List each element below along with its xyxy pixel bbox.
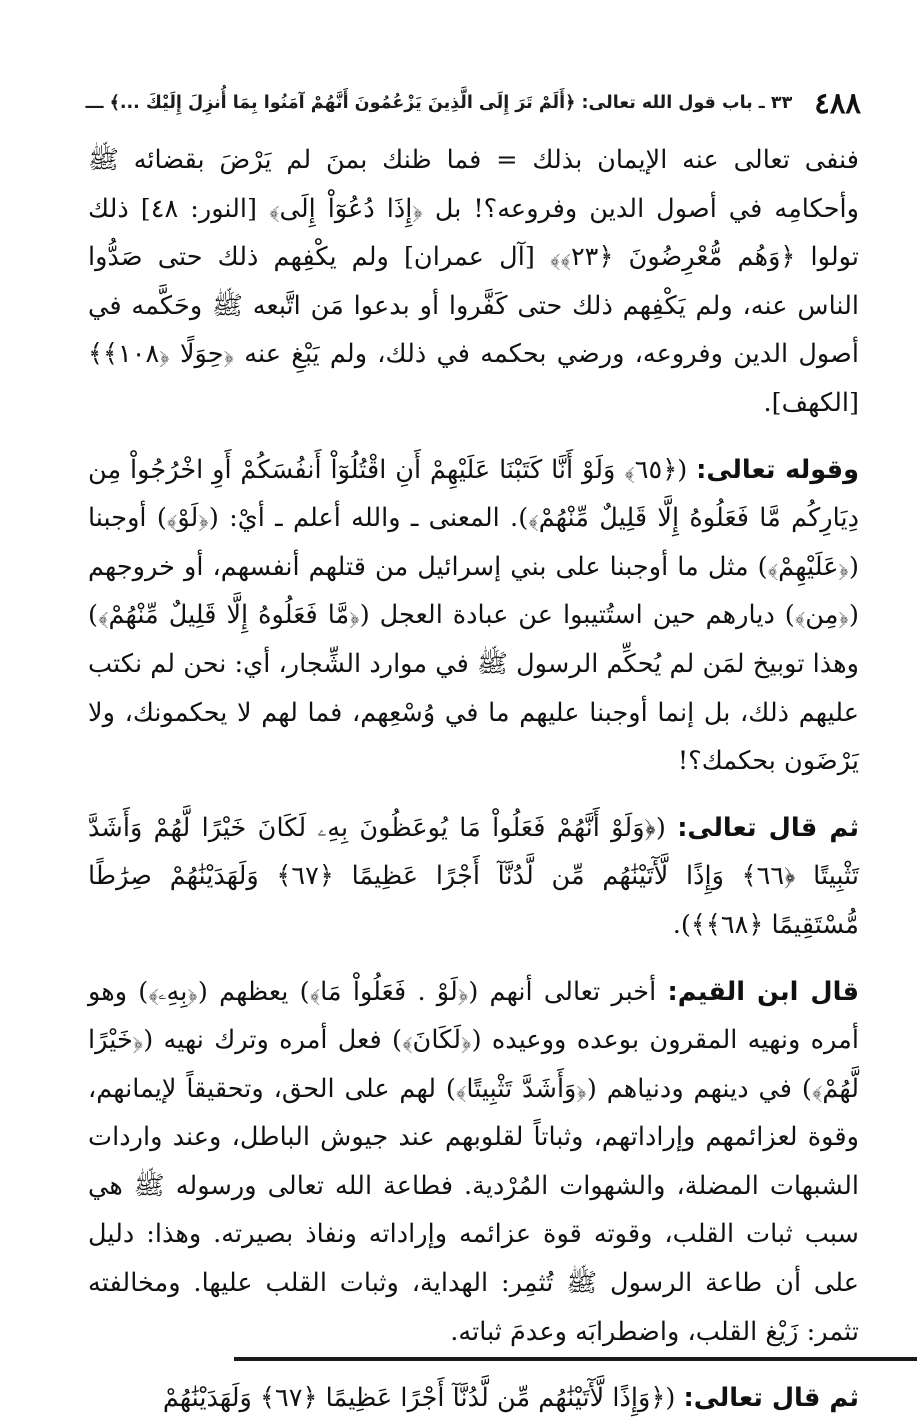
paragraph-4-lead: قال ابن القيم:	[667, 976, 859, 1007]
paragraph-1	[88, 136, 859, 428]
paragraph-5-text: (﴿وَإِذًا لَّأٓتَيْنَٰهُم مِّن لَّدُنَّآ أَجْرًا عَظِيمًا ﴿٦٧﴾ وَلَهَدَيْنَٰهُمْ	[162, 1383, 684, 1414]
running-title: ٣٣ ـ باب قول الله تعالى: ﴿أَلَمْ تَرَ إِلَى الَّذِينَ يَزْعُمُونَ أَنَّهُمْ آمَنُوا بِمَا أُنزِلَ إِلَيْكَ ...﴾ ـــ	[85, 93, 793, 113]
page-header	[85, 82, 861, 124]
paragraph-2	[88, 446, 859, 786]
paragraph-4-text: أخبر تعالى أنهم (﴿لَوْ . فَعَلُواْ مَا﴾) يعظهم (﴿بِهِۦ﴾) وهو أمره ونهيه المقرون بوعده ووعيده (﴿لَكَانَ﴾) فعل أمره وترك نهيه (﴿خَيْرًا لَّهُمْ﴾) في دينهم ودنياهم (﴿وَأَشَدَّ تَثْبِيتًا﴾) لهم على الحق، وتحقيقاً لإيمانهم، وقوة لعزائمهم وإراداتهم، وثباتاً لقلوبهم عند جيوش الباطل، وعند واردات الشبهات المضلة، والشهوات المُرْدية. فطاعة الله تعالى ورسوله ﷺ هي سبب ثبات القلب، وقوته قوة عزائمه وإراداته ونفاذ بصيرته. وهذا: دليل على أن طاعة الرسول ﷺ تُثمِر: الهداية، وثبات القلب عليها. ومخالفته تثمر: زَيْغ القلب، واضطرابَه وعدمَ ثباته.	[88, 976, 859, 1347]
paragraph-3	[88, 804, 859, 950]
paragraph-3-lead: ثم قال تعالى:	[677, 812, 860, 843]
paragraph-5	[88, 1374, 859, 1423]
footer-rule	[234, 1357, 917, 1361]
paragraph-1-text: فنفى تعالى عنه الإيمان بذلك = فما ظنك بمنَ لم يَرْضَ بقضائه ﷺ وأحكامِه في أصول الدين وفروعه؟! بل ﴿إِذَا دُعُوٓاْ إِلَى﴾ [النور: ٤٨] ذلك تولوا ﴿وَهُم مُّعْرِضُونَ ﴿٢٣﴾﴾ [آل عمران] ولم يكْفِهم ذلك حتى صَدُّوا الناس عنه، ولم يَكْفِهم ذلك حتى كَفَّروا أو بدعوا مَن اتَّبعه ﷺ وحَكَّمه في أصول الدين وفروعه، ورضي بحكمه في ذلك، ولم يَبْغِ عنه ﴿حِوَلًا ﴿١٠٨﴾﴾ [الكهف].	[88, 145, 859, 418]
page-number: ٤٨٨	[814, 86, 861, 120]
paragraph-4	[88, 968, 859, 1357]
page-body	[88, 136, 860, 1414]
paragraph-3-text: (﴿وَلَوْ أَنَّهُمْ فَعَلُواْ مَا يُوعَظُونَ بِهِۦ لَكَانَ خَيْرًا لَّهُمْ وَأَشَدَّ تَثْبِيتًا ﴿٦٦﴾ وَإِذًا لَّأٓتَيْنَٰهُم مِّن لَّدُنَّآ أَجْرًا عَظِيمًا ﴿٦٧﴾ وَلَهَدَيْنَٰهُمْ صِرَٰطًا مُّسْتَقِيمًا ﴿٦٨﴾﴾).	[88, 812, 859, 940]
paragraph-5-lead: ثم قال تعالى:	[683, 1383, 859, 1414]
paragraph-2-lead: وقوله تعالى:	[696, 454, 859, 485]
paragraph-2-text: (﴿٦٥﴾ وَلَوْ أَنَّا كَتَبْنَا عَلَيْهِمْ أَنِ اقْتُلُوٓاْ أَنفُسَكُمْ أَوِ اخْرُجُواْ مِن دِيَارِكُم مَّا فَعَلُوهُ إِلَّا قَلِيلٌ مِّنْهُمْ﴾). المعنى ـ والله أعلم ـ أيْ: (﴿لَوْ﴾) أوجبنا (﴿عَلَيْهِمْ﴾) مثل ما أوجبنا على بني إسرائيل من قتلهم أنفسهم، أو خروجهم (﴿مِن﴾) ديارهم حين استُتيبوا عن عبادة العجل (﴿مَّا فَعَلُوهُ إِلَّا قَلِيلٌ مِّنْهُمْ﴾) وهذا توبيخ لمَن لم يُحكِّم الرسول ﷺ في موارد الشِّجار، أي: نحن لم نكتب عليهم ذلك، بل إنما أوجبنا عليهم ما في وُسْعِهم، فما لهم لا يحكمونك، ولا يَرْضَون بحكمك؟!	[88, 454, 859, 777]
